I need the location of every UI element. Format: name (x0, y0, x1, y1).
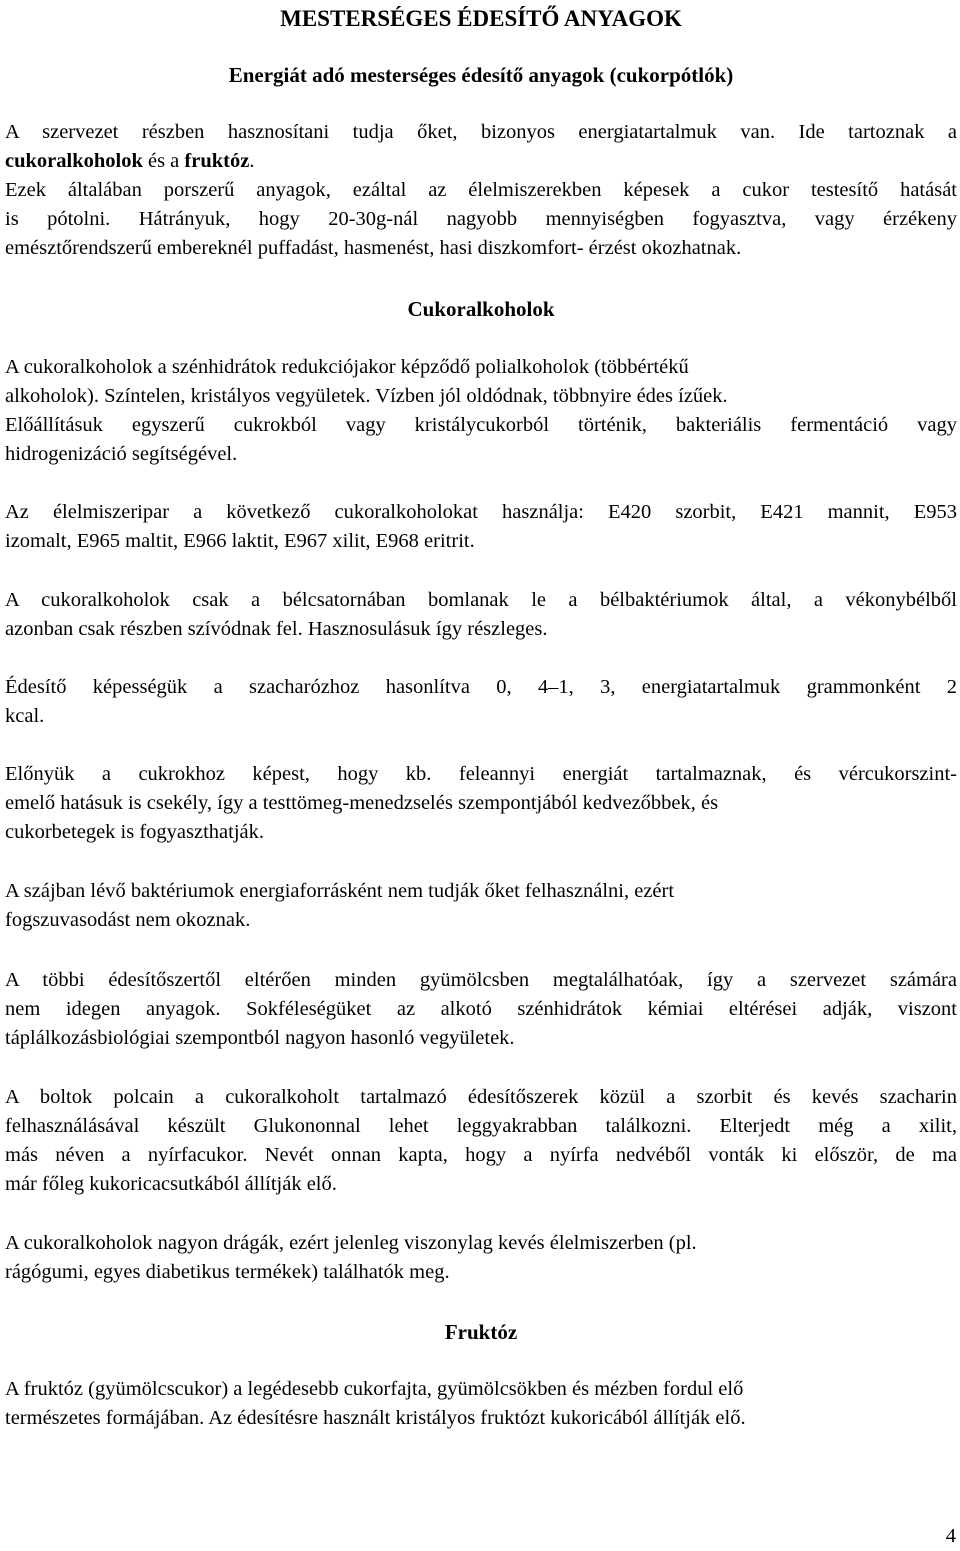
intro-paragraph (5, 118, 957, 263)
paragraph-dental (5, 877, 957, 935)
paragraph-line: alkoholok). Színtelen, kristályos vegyületek. Vízben jól oldódnak, többnyire édes ízűek. (5, 385, 728, 407)
paragraph-advantages (5, 760, 957, 847)
section-heading-cukoralkoholok: Cukoralkoholok (407, 297, 555, 321)
paragraph-line: A boltok polcain a cukoralkoholt tartalmazó édesítőszerek közül a szorbit és kevés szacharin (5, 1086, 957, 1108)
paragraph-line: azonban csak részben szívódnak fel. Hasznosulásuk így részleges. (5, 618, 548, 640)
paragraph-line: Édesítő képességük a szacharózhoz hasonlítva 0, 4–1, 3, energiatartalmuk grammonként 2 (5, 676, 957, 698)
paragraph-line: kcal. (5, 705, 45, 727)
paragraph-line: más néven a nyírfacukor. Nevét onnan kapta, hogy a nyírfa nedvéből vonták ki először, de ma (5, 1144, 957, 1166)
paragraph-line: A cukoralkoholok nagyon drágák, ezért jelenleg viszonylag kevés élelmiszerben (pl. (5, 1232, 697, 1254)
paragraph-line: izomalt, E965 maltit, E966 laktit, E967 xilit, E968 eritrit. (5, 530, 475, 552)
paragraph-line: fogszuvasodást nem okoznak. (5, 909, 251, 931)
paragraph-line: A cukoralkoholok a szénhidrátok redukciójakor képződő polialkoholok (többértékű (5, 356, 689, 378)
bold-term-cukoralkoholok: cukoralkoholok (5, 150, 143, 172)
paragraph-definition (5, 353, 957, 469)
paragraph-food-industry (5, 498, 957, 556)
paragraph-line: táplálkozásbiológiai szempontból nagyon hasonló vegyületek. (5, 1027, 515, 1049)
paragraph-line: A fruktóz (gyümölcscukor) a legédesebb cukorfajta, gyümölcsökben és mézben fordul elő (5, 1378, 744, 1400)
paragraph-line: hidrogenizáció segítségével. (5, 443, 238, 465)
paragraph-sweetness (5, 673, 957, 731)
paragraph-price (5, 1229, 957, 1287)
bold-term-fruktoz: fruktóz (184, 150, 250, 172)
intro-line: is pótolni. Hátrányuk, hogy 20-30g-nál nagyobb mennyiségben fogyasztva, vagy érzékeny (5, 208, 957, 230)
page-number: 4 (945, 1525, 956, 1547)
paragraph-line: nem idegen anyagok. Sokféleségüket az alkotó szénhidrátok kémiai eltérései adják, viszont (5, 998, 957, 1020)
paragraph-retail (5, 1083, 957, 1199)
paragraph-fructose (5, 1375, 957, 1433)
paragraph-line: Előnyük a cukrokhoz képest, hogy kb. feleannyi energiát tartalmaznak, és vércukorszint- (5, 763, 957, 785)
paragraph-line: A cukoralkoholok csak a bélcsatornában bomlanak le a bélbaktériumok által, a vékonybélből (5, 589, 957, 611)
intro-connector: és a (142, 150, 185, 172)
document-title: MESTERSÉGES ÉDESÍTŐ ANYAGOK (280, 6, 682, 31)
paragraph-line: Az élelmiszeripar a következő cukoralkoholokat használja: E420 szorbit, E421 mannit, E953 (5, 501, 957, 523)
paragraph-digestion (5, 586, 957, 644)
paragraph-line: A szájban lévő baktériumok energiaforrásként nem tudják őket felhasználni, ezért (5, 880, 675, 902)
paragraph-line: természetes formájában. Az édesítésre használt kristályos fruktózt kukoricából állítják elő. (5, 1407, 746, 1429)
document-subtitle: Energiát adó mesterséges édesítő anyagok (cukorpótlók) (228, 63, 734, 87)
paragraph-line: rágógumi, egyes diabetikus termékek) találhatók meg. (5, 1261, 450, 1283)
intro-period: . (249, 150, 255, 172)
paragraph-line: már főleg kukoricacsutkából állítják elő. (5, 1173, 337, 1195)
paragraph-line: Előállításuk egyszerű cukrokból vagy kristálycukorból történik, bakteriális fermentáció vagy (5, 414, 957, 436)
paragraph-line: felhasználásával készült Glukononnal lehet leggyakrabban találkozni. Elterjedt még a xilit, (5, 1115, 957, 1137)
paragraph-line: A többi édesítőszertől eltérően minden gyümölcsben megtalálhatóak, így a szervezet számára (5, 969, 957, 991)
intro-line (5, 147, 957, 176)
intro-line: Ezek általában porszerű anyagok, ezáltal az élelmiszerekben képesek a cukor testesítő hatását (5, 179, 957, 201)
intro-line: A szervezet részben hasznosítani tudja őket, bizonyos energiatartalmuk van. Ide tartoznak a (5, 121, 957, 143)
section-heading-fruktoz: Fruktóz (444, 1320, 518, 1344)
intro-line: emésztőrendszerű embereknél puffadást, hasmenést, hasi diszkomfort- érzést okozhatnak. (5, 237, 742, 259)
paragraph-line: emelő hatásuk is csekély, így a testtömeg-menedzselés szempontjából kedvezőbbek, és (5, 792, 719, 814)
paragraph-occurrence (5, 966, 957, 1053)
paragraph-line: cukorbetegek is fogyaszthatják. (5, 821, 265, 843)
